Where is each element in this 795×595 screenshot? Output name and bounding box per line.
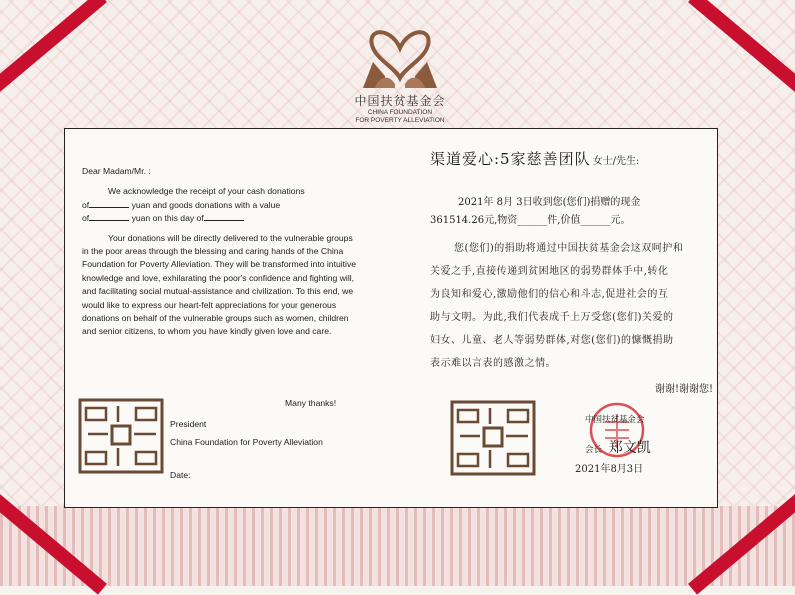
president-line: 会长 郑文凯 <box>585 440 651 456</box>
salutation: Dear Madam/Mr. : <box>82 166 151 176</box>
cash-blank <box>89 199 129 208</box>
heart-hands-icon <box>345 18 455 90</box>
p2-body: Your donations will be directly delivered to the vulnerable groups in the poor areas through the blessing and caring hands of the China Foundation for Poverty Alleviation. They will be transformed into intuitive knowledge and love, exhilarating the poor's confidence and fighting will, and facilitating social mutual-assistance and civilization. To this end, we would like to express our heart-felt appreciations for your generous donations on behalf of the vulnerable groups such as women, children and senior citizens, to whom you have kindly given love and care. <box>82 232 357 337</box>
english-text-block <box>82 165 360 339</box>
chinese-org: 中国扶贫基金会 <box>585 415 645 425</box>
date-label: Date: <box>170 470 191 480</box>
sig-org: China Foundation for Poverty Alleviation <box>170 437 323 447</box>
bottom-pattern-band <box>0 506 795 586</box>
donor-line <box>430 148 639 169</box>
president-signature: 郑文凯 <box>608 440 651 456</box>
foundation-seal-icon-cn <box>450 400 536 476</box>
salutation-suffix: 女士/先生: <box>592 156 640 167</box>
goods-blank <box>89 212 129 221</box>
p1-line3: of yuan on this day of <box>82 212 360 225</box>
foundation-seal-icon <box>78 398 164 474</box>
logo-name-en-1: CHINA FOUNDATION <box>367 109 433 116</box>
chinese-thanks: 谢谢!谢谢您! <box>655 384 714 395</box>
p1-line1: We acknowledge the receipt of your cash donations <box>108 186 305 197</box>
signature-block <box>170 415 323 451</box>
p1-line2: of yuan and goods donations with a value <box>82 199 281 210</box>
donor-name: 渠道爱心:5家慈善团队 <box>430 150 591 168</box>
date-received-line: 2021年 8月 3日收到您(您们)捐赠的现金 <box>458 197 641 208</box>
amount-line: 361514.26元,物资______件,价值______元。 <box>430 215 631 226</box>
foundation-logo <box>340 18 460 143</box>
many-thanks: Many thanks! <box>285 398 337 408</box>
sign-date: 2021年8月3日 <box>575 464 644 475</box>
logo-name-cn: 中国扶贫基金会 <box>354 94 446 108</box>
sig-title: President <box>170 419 207 429</box>
donation-amount: 361514.26元 <box>430 215 495 226</box>
logo-name-en-2: FOR POVERTY ALLEVIATION <box>355 117 445 124</box>
chinese-body: 您(您们)的捐助将通过中国扶贫基金会这双呵护和 关爱之手,直接传递到贫困地区的弱势群体手中,转化 为良知和爱心,激励他们的信心和斗志,促进社会的互 助与文明。为此,我们代表成千上万受您(您们)关爱的 妇女、儿童、老人等弱势群体,对您(您们)的慷慨捐助 表示难以言表的感激之情。 <box>430 243 684 369</box>
day-blank <box>204 212 244 221</box>
